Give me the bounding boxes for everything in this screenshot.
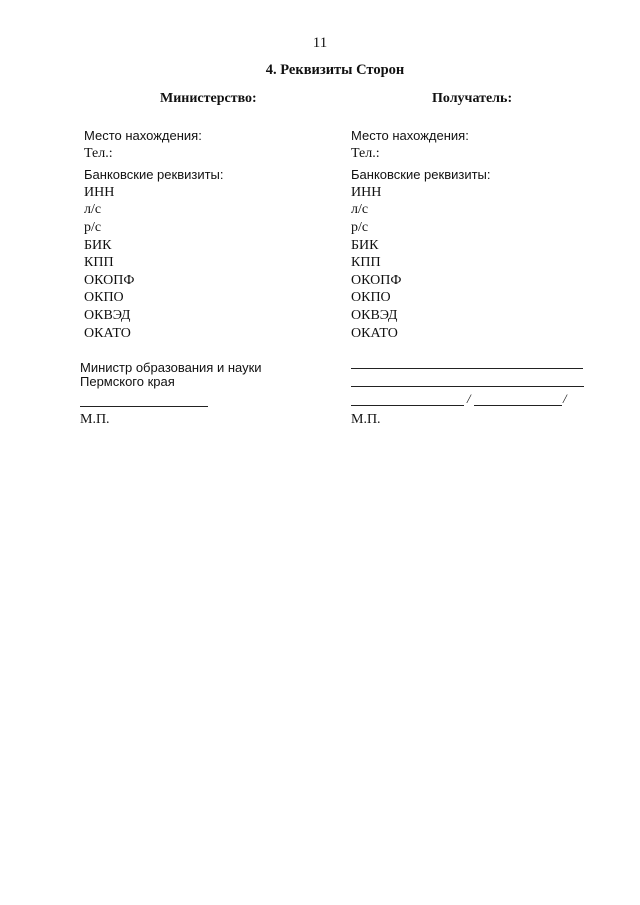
left-field-inn: ИНН — [84, 184, 115, 200]
right-field-okpo: ОКПО — [351, 290, 391, 306]
right-slash-1: / — [467, 391, 471, 406]
right-signature-line — [351, 405, 464, 406]
right-field-okved: ОКВЭД — [351, 307, 398, 323]
left-phone-label: Тел.: — [84, 145, 113, 161]
right-slash-2: / — [563, 391, 567, 406]
right-field-bik: БИК — [351, 237, 379, 253]
left-signature-line — [80, 406, 208, 407]
right-party-header: Получатель: — [432, 91, 513, 106]
right-field-okato: ОКАТО — [351, 325, 398, 341]
left-field-kpp: КПП — [84, 255, 114, 271]
right-field-ls: л/с — [351, 202, 369, 218]
right-field-okopf: ОКОПФ — [351, 272, 402, 288]
right-field-kpp: КПП — [351, 255, 381, 271]
left-field-ls: л/с — [84, 202, 102, 218]
right-requisites — [351, 127, 491, 342]
right-bank-label: Банковские реквизиты: — [351, 167, 491, 183]
page-number: 11 — [312, 35, 328, 51]
right-name-line-1 — [351, 368, 583, 369]
left-field-bik: БИК — [84, 237, 112, 253]
right-stamp-label: М.П. — [351, 412, 381, 427]
right-signature-name-line — [474, 405, 562, 406]
left-signatory-region: Пермского края — [80, 374, 175, 389]
right-field-rs: р/с — [351, 219, 369, 235]
section-title: 4. Реквизиты Сторон — [265, 62, 405, 78]
left-signatory-title: Министр образования и науки — [80, 360, 262, 375]
left-field-okopf: ОКОПФ — [84, 272, 135, 288]
left-field-okved: ОКВЭД — [84, 307, 131, 323]
left-address-label: Место нахождения: — [84, 128, 202, 143]
right-field-inn: ИНН — [351, 184, 382, 200]
right-address-label: Место нахождения: — [351, 128, 469, 143]
left-party-header: Министерство: — [160, 91, 257, 106]
left-field-okpo: ОКПО — [84, 290, 124, 306]
right-name-line-2 — [351, 386, 584, 387]
right-phone-label: Тел.: — [351, 145, 380, 161]
left-field-rs: р/с — [84, 219, 102, 235]
left-field-okato: ОКАТО — [84, 325, 131, 341]
left-bank-label: Банковские реквизиты: — [84, 167, 224, 183]
left-stamp-label: М.П. — [80, 412, 110, 427]
left-requisites — [84, 127, 224, 342]
